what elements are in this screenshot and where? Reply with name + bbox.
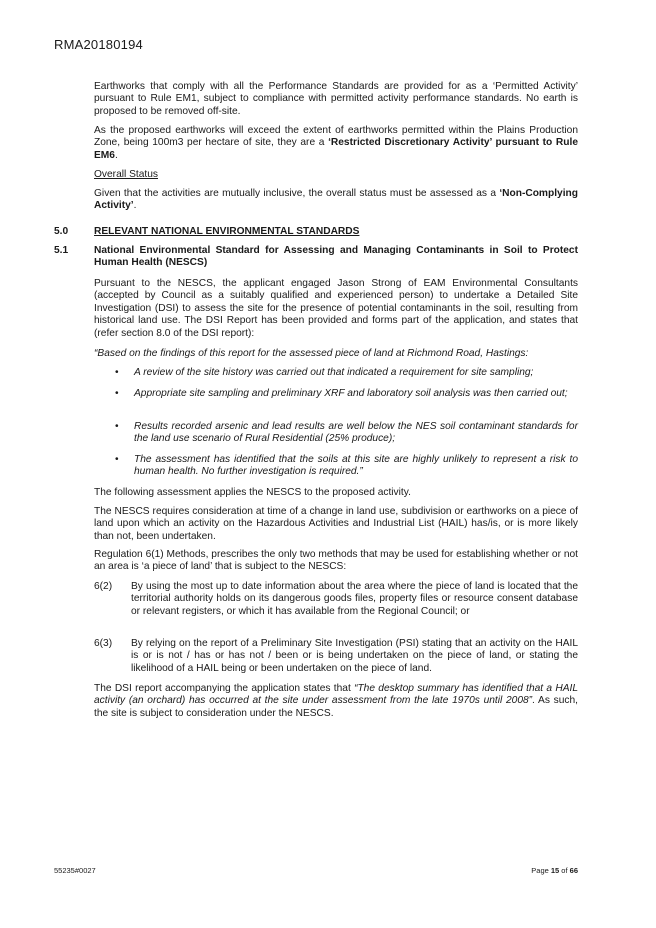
restricted-activity-status: ‘Restricted Discretionary Activity’ pursuant to Rule EM6 [94, 137, 578, 161]
overall-status-paragraph [94, 188, 578, 213]
non-complying-status: ‘Non-Complying Activity’ [94, 188, 578, 212]
page-separator: of [559, 866, 570, 875]
paragraph-text: Earthworks that comply with all the Performance Standards are provided for as a ‘Permitted Activity’ pursuant to Rule EM1, subject to compliance with permitted activity performance standards. No earth is proposed to be removed off-site. [94, 81, 578, 117]
paragraph-text: The NESCS requires consideration at time of a change in land use, subdivision or earthworks on a piece of land upon which an activity on the Hazardous Activities and Industrial List (HAIL) has/is, or is more likely than not, been undertaken. [94, 506, 578, 542]
list-item-text: A review of the site history was carried out that indicated a requirement for site sampling; [134, 367, 534, 378]
period: . [114, 149, 118, 161]
regulation-number: 6(2) [94, 581, 113, 592]
paragraph-text: Given that the activities are mutually inclusive, the overall status must be assessed as a [94, 188, 500, 199]
section-number: 5.1 [54, 245, 69, 256]
dsi-conclusion-paragraph [94, 683, 578, 720]
dsi-quote: “The desktop summary has identified that a HAIL activity (an orchard) has occurred at the site under assessment from the late 1970s until 2008” [94, 683, 578, 707]
paragraph-text: The DSI report accompanying the application states that [94, 683, 355, 694]
overall-status-heading [94, 169, 578, 181]
regulation-text: By relying on the report of a Preliminary Site Investigation (PSI) stating that an activity on the HAIL is or is not / has or has not / been or is being undertaken on the piece of land, or stating the likelihood of a HAIL being or been undertaken on the piece of land. [131, 638, 578, 674]
bullet-icon: • [115, 388, 119, 399]
footer-document-id: 55235#0027 [54, 866, 96, 875]
nescs-intro-paragraph [94, 278, 578, 340]
bullet-icon: • [115, 421, 119, 432]
period: . [133, 200, 137, 212]
nescs-requirement-paragraph [94, 506, 578, 543]
list-item-text: Results recorded arsenic and lead results are well below the NES soil contaminant standards for the land use scenario of Rural Residential (25% produce); [134, 421, 578, 445]
document-reference: RMA20180194 [54, 37, 143, 52]
page-number [530, 866, 578, 875]
regulation-item [94, 581, 578, 631]
section-number: 5.0 [54, 226, 69, 237]
page-prefix: Page [531, 866, 551, 875]
bullet-icon: • [115, 454, 119, 465]
list-item-text: The assessment has identified that the soils at this site are highly unlikely to represent a risk to human health. No further investigation is required.” [134, 454, 578, 478]
bullet-icon: • [115, 367, 119, 378]
restricted-activity-paragraph [94, 125, 578, 162]
regulation-text: By using the most up to date information about the area where the piece of land is located that the territorial authority holds on its dangerous goods files, property files or resource consent database or relevant registers, or which it has available from the Regional Council; or [131, 581, 578, 617]
paragraph-text: The following assessment applies the NESCS to the proposed activity. [94, 487, 411, 498]
paragraph-text: As the proposed earthworks will exceed the extent of earthworks permitted within the Plains Production Zone, being 100m3 per hectare of site, they are a [94, 125, 578, 149]
section-5-1-heading [54, 245, 578, 271]
section-5-heading [54, 226, 578, 239]
regulation-paragraph [94, 549, 578, 574]
paragraph-text: Pursuant to the NESCS, the applicant engaged Jason Strong of EAM Environmental Consultants (accepted by Council as a suitably qualified and experienced person) to undertake a Detailed Site Investigation (DSI) to assess the site for the presence of potential contaminants in the soil, resulting from historical land use. The DSI Report has been provided and forms part of the application, and states that (refer section 8.0 of the DSI report): [94, 278, 578, 339]
assessment-applies-paragraph [94, 487, 578, 499]
total-pages: 66 [569, 866, 578, 875]
dsi-quote-intro [94, 348, 578, 360]
paragraph-text: . As such, the site is subject to consideration under the NESCS. [94, 695, 578, 719]
permitted-activity-paragraph [94, 81, 578, 118]
list-item-text: Appropriate site sampling and preliminary XRF and laboratory soil analysis was then carried out; [134, 388, 568, 399]
current-page: 15 [550, 866, 560, 875]
dsi-findings-list [115, 367, 578, 487]
quote-text: “Based on the findings of this report for the assessed piece of land at Richmond Road, Hastings: [94, 348, 529, 359]
section-title: RELEVANT NATIONAL ENVIRONMENTAL STANDARDS [94, 226, 360, 237]
regulation-number: 6(3) [94, 638, 113, 649]
heading-text: Overall Status [94, 169, 158, 180]
section-title: National Environmental Standard for Assessing and Managing Contaminants in Soil to Protect Human Health (NESCS) [94, 245, 578, 269]
paragraph-text: Regulation 6(1) Methods, prescribes the only two methods that may be used for establishing whether or not an area is ‘a piece of land’ that is subject to the NESCS: [94, 549, 578, 573]
regulation-item [94, 638, 578, 676]
